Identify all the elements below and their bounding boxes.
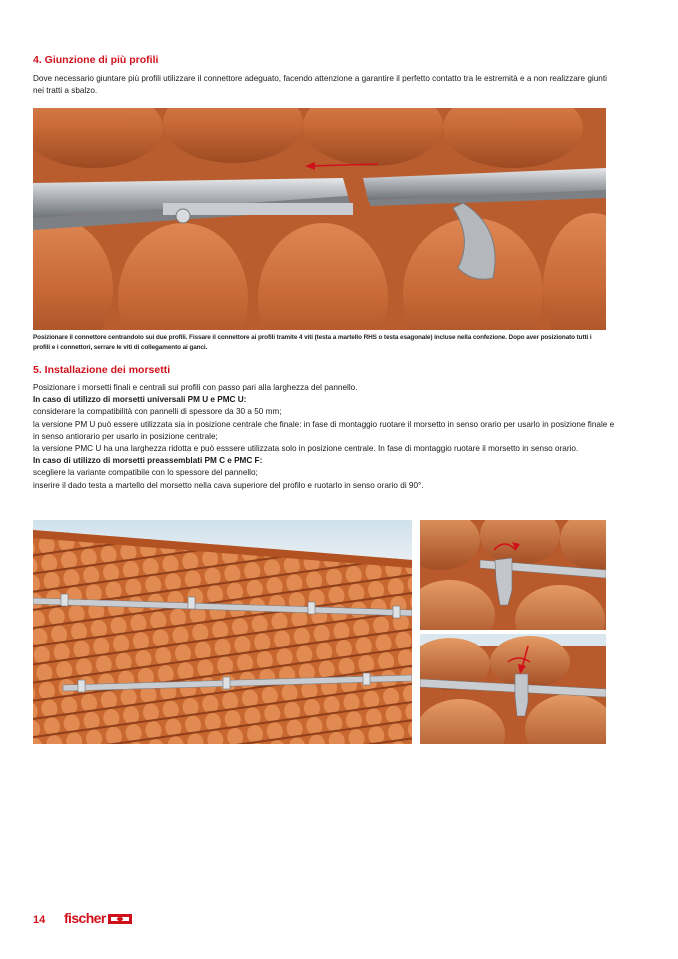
section-5-body <box>33 382 615 492</box>
section-5-title: 5. Installazione dei morsetti <box>33 364 171 376</box>
section-5-line: la versione PM U può essere utilizzata sia in posizione centrale che finale: in fase di montaggio ruotare il morsetto in senso orario per usarlo in posizione finale e in senso antiorario per usarlo in posizione centrale; <box>33 419 615 441</box>
roof-rails-clamps-photo <box>33 520 412 744</box>
section-5-line: considerare la compatibilità con pannelli di spessore da 30 a 50 mm; <box>33 407 282 417</box>
section-4-body <box>33 73 615 97</box>
section-5-line: scegliere la variante compatibile con lo spessore del pannello; <box>33 468 258 478</box>
clamp-rotation-photo <box>420 520 606 630</box>
photo-roof-rails <box>33 520 412 744</box>
brand-mark-icon <box>108 914 132 924</box>
section-4-paragraph: Dove necessario giuntare più profili utilizzare il connettore adeguato, facendo attenzione a garantire il perfetto contatto tra le estremità e a non realizzare giunti nei tratti a sbalzo. <box>33 74 607 96</box>
roof-rails-connector-photo <box>33 108 606 330</box>
brand-logo <box>64 910 132 926</box>
section-5-line: inserire il dado testa a martello del morsetto nella cava superiore del profilo e ruotarlo in senso orario di 90°. <box>33 480 424 490</box>
section-5-line: la versione PMC U ha una larghezza ridotta e può esssere utilizzata solo in posizione centrale. In fase di montaggio ruotare il morsetto in senso orario. <box>33 444 579 454</box>
section-4-caption: Posizionare il connettore centrandolo sui due profili. Fissare il connettore ai profili tramite 4 viti (testa a martello RHS o testa esagonale) incluse nella confezione. Dopo aver posizionato tutti i profili e i connettori, serrare le viti di collegamento ai ganci. <box>33 334 592 351</box>
photo-clamp-detail-bottom <box>420 634 606 744</box>
section-5-line-bold: In caso di utilizzo di morsetti universali PM U e PMC U: <box>33 395 247 405</box>
page-number: 14 <box>33 914 46 926</box>
section-4-title: 4. Giunzione di più profili <box>33 54 159 66</box>
clamp-rotation-photo <box>420 634 606 744</box>
photo-profile-joint <box>33 108 606 330</box>
brand-name: fischer <box>64 910 106 926</box>
section-5-line: Posizionare i morsetti finali e centrali sui profili con passo pari alla larghezza del pannello. <box>33 383 358 392</box>
photo-clamp-detail-top <box>420 520 606 630</box>
section-5-line-bold: In caso di utilizzo di morsetti preassemblati PM C e PMC F: <box>33 456 263 466</box>
